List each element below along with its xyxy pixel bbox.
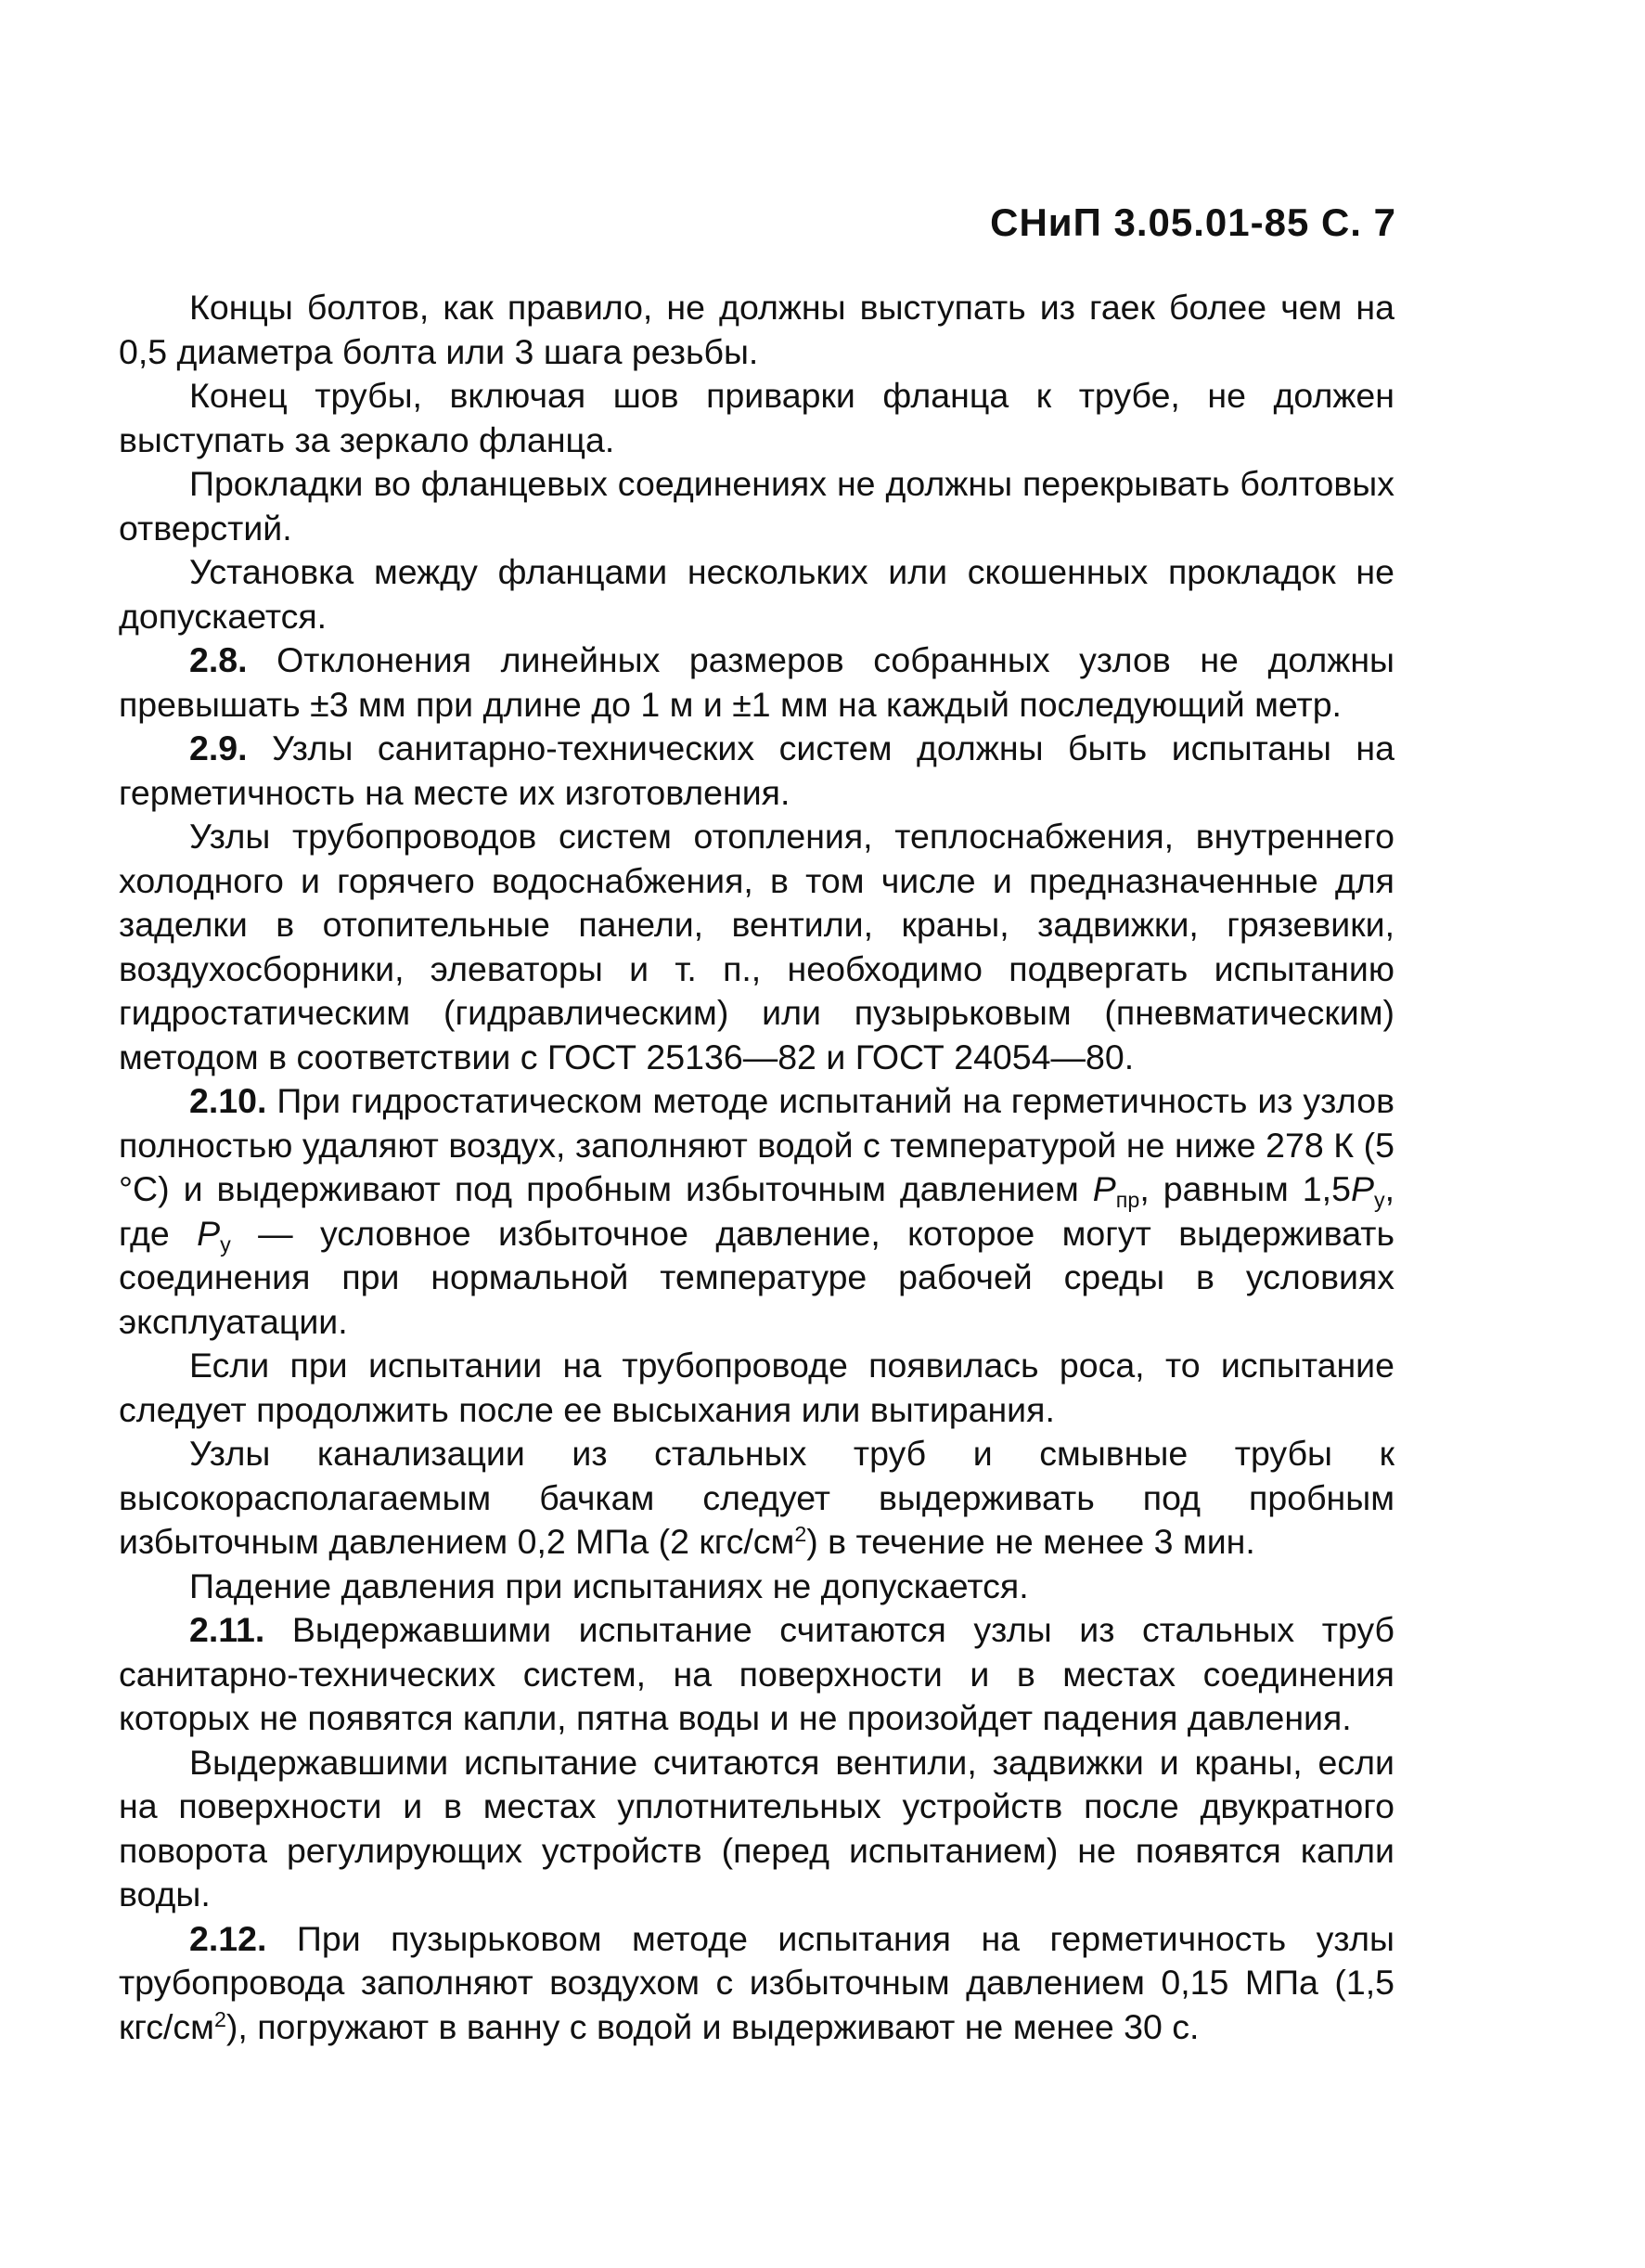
paragraph-text: Установка между фланцами нескольких или скошенных прокладок не допускается. (119, 552, 1394, 636)
paragraph-dew (119, 1344, 1394, 1432)
paragraph-bolt-ends (119, 286, 1394, 374)
paragraph-text: При гидростатическом методе испытаний на герметичность из узлов полностью удаляют воздух, заполняют водой с температурой не ниже 278 К (5 °С) и выдерживают под пробным избыточным давлением (119, 1081, 1394, 1208)
page-header: СНиП 3.05.01-85 С. 7 (990, 200, 1396, 244)
paragraph-pipeline-units (119, 815, 1394, 1079)
paragraph-text: Падение давления при испытаниях не допускается. (189, 1566, 1029, 1605)
paragraph-text: Выдержавшими испытание считаются вентили, задвижки и краны, если на поверхности и в местах уплотнительных устройств после двукратного поворота регулирующих устройств (перед испытанием) не появятся капли воды. (119, 1742, 1394, 1914)
paragraph-2-11 (119, 1608, 1394, 1741)
paragraph-2-10 (119, 1079, 1394, 1344)
paragraph-text: , где (119, 1169, 1395, 1253)
paragraph-text: — условное избыточное давление, которое могут выдерживать соединения при нормальной температуре рабочей среды в условиях эксплуатации. (119, 1213, 1394, 1341)
superscript: 2 (794, 1522, 807, 1547)
paragraph-text: Узлы санитарно-технических систем должны быть испытаны на герметичность на месте их изготовления. (119, 728, 1394, 812)
subscript-y: у (1373, 1187, 1385, 1212)
symbol-p: P (1350, 1169, 1374, 1208)
paragraph-text: Конец трубы, включая шов приварки фланца к трубе, не должен выступать за зеркало фланца. (119, 376, 1394, 459)
symbol-p: P (1092, 1169, 1116, 1208)
paragraph-number: 2.12. (189, 1918, 267, 1958)
document-body (119, 286, 1394, 2049)
subscript-y: у (220, 1231, 231, 1256)
paragraph-text: Отклонения линейных размеров собранных узлов не должны превышать ±3 мм при длине до 1 м и ±1 мм на каждый последующий метр. (119, 640, 1394, 724)
paragraph-text: , равным 1,5 (1139, 1169, 1351, 1208)
paragraph-number: 2.10. (189, 1081, 267, 1120)
superscript: 2 (213, 2006, 226, 2031)
paragraph-text: Узлы канализации из стальных труб и смывные трубы к высокорасполагаемым бачкам следует выдерживать под пробным избыточным давлением 0,2 МПа (2 кгс/см (119, 1434, 1394, 1561)
paragraph-2-9 (119, 727, 1394, 815)
paragraph-text: ) в течение не менее 3 мин. (806, 1522, 1255, 1561)
paragraph-pressure-drop (119, 1565, 1394, 1609)
symbol-p: P (197, 1213, 221, 1253)
paragraph-text: Узлы трубопроводов систем отопления, теплоснабжения, внутреннего холодного и горячего водоснабжения, в том числе и предназначенные для заделки в отопительные панели, вентили, краны, задвижки, грязевики, воздухосборники, элеваторы и т. п., необходимо подвергать испытанию гидростатическим (гидравлическим) или пузырьковым (пневматическим) методом в соответствии с ГОСТ 25136—82 и ГОСТ 24054—80. (119, 817, 1394, 1076)
paragraph-text: ), погружают в ванну с водой и выдерживают не менее 30 с. (225, 2006, 1200, 2046)
paragraph-text: При пузырьковом методе испытания на герметичность узлы трубопровода заполняют воздухом с избыточным давлением 0,15 МПа (1,5 кгс/см (119, 1918, 1394, 2046)
paragraph-pipe-end (119, 374, 1394, 462)
paragraph-gaskets (119, 462, 1394, 550)
paragraph-valves (119, 1741, 1394, 1917)
paragraph-text: Прокладки во фланцевых соединениях не должны перекрывать болтовых отверстий. (119, 464, 1394, 548)
paragraph-number: 2.9. (189, 728, 248, 767)
paragraph-sewer (119, 1432, 1394, 1565)
paragraph-text: Концы болтов, как правило, не должны выступать из гаек более чем на 0,5 диаметра болта или 3 шага резьбы. (119, 288, 1394, 371)
paragraph-number: 2.11. (189, 1610, 265, 1649)
subscript-pr: пр (1115, 1187, 1140, 1212)
paragraph-2-8 (119, 638, 1394, 727)
paragraph-number: 2.8. (189, 640, 248, 679)
paragraph-text: Выдержавшими испытание считаются узлы из стальных труб санитарно-технических систем, на поверхности и в местах соединения которых не появятся капли, пятна воды и не произойдет падения давления. (119, 1610, 1394, 1737)
paragraph-2-12 (119, 1917, 1394, 2050)
paragraph-gasket-install (119, 550, 1394, 638)
paragraph-text: Если при испытании на трубопроводе появилась роса, то испытание следует продолжить после ее высыхания или вытирания. (119, 1346, 1394, 1429)
